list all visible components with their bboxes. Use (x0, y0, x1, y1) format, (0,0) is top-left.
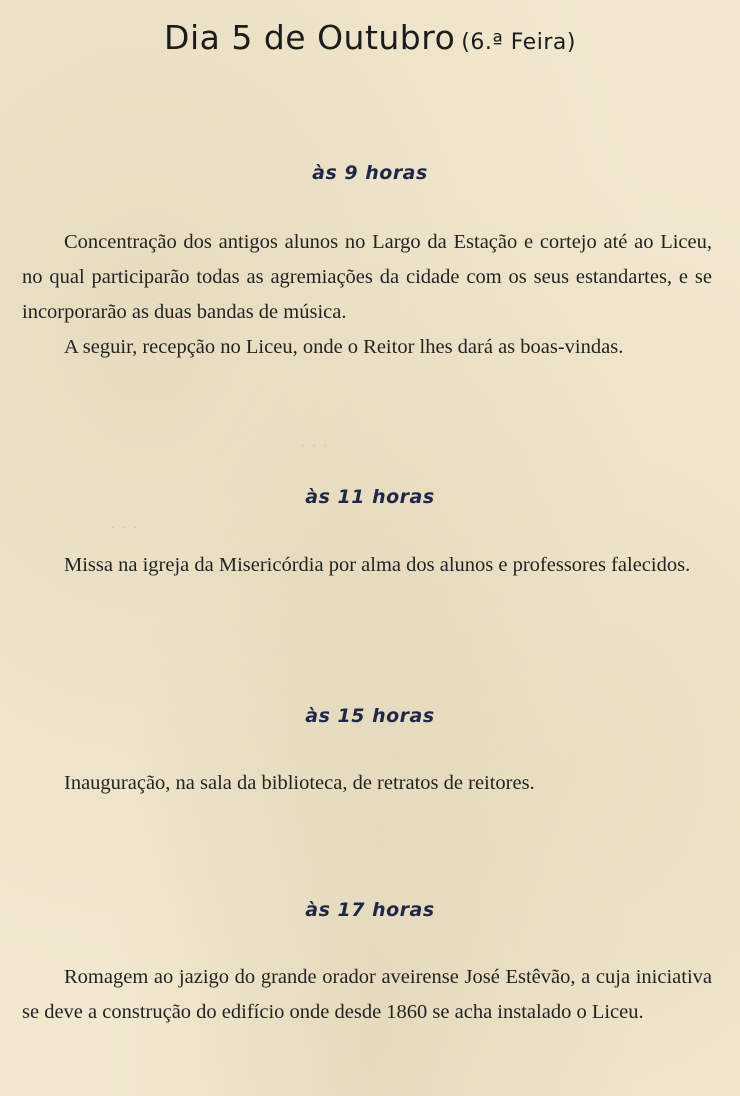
section-body (22, 225, 712, 365)
section-body (22, 960, 712, 1030)
bleed-through-text: · · · (110, 520, 139, 537)
section-time-heading: às 11 horas (305, 486, 435, 508)
title-day: (6.ª Feira) (461, 30, 576, 55)
section-time-heading: às 9 horas (312, 162, 428, 184)
paragraph: A seguir, recepção no Liceu, onde o Reitor lhes dará as boas-vindas. (64, 336, 624, 358)
paragraph: Missa na igreja da Misericórdia por alma dos alunos e professores falecidos. (64, 554, 691, 576)
title-main: Dia 5 de Outubro (164, 18, 456, 57)
section-body (22, 766, 712, 801)
bleed-through-text: · · · (300, 438, 329, 455)
paragraph: Romagem ao jazigo do grande orador aveirense José Estêvão, a cuja iniciativa se deve a construção do edifício onde desde 1860 se acha instalado o Liceu. (22, 966, 712, 1023)
section-time-heading: às 17 horas (305, 899, 435, 921)
section-time-heading: às 15 horas (305, 705, 435, 727)
paragraph: Concentração dos antigos alunos no Largo da Estação e cortejo até ao Liceu, no qual participarão todas as agremiações da cidade com os seus estandartes, e se incorporarão as duas bandas de música. (22, 231, 712, 323)
paragraph: Inauguração, na sala da biblioteca, de retratos de reitores. (64, 772, 535, 794)
page-title (0, 18, 740, 57)
section-body (22, 548, 712, 583)
